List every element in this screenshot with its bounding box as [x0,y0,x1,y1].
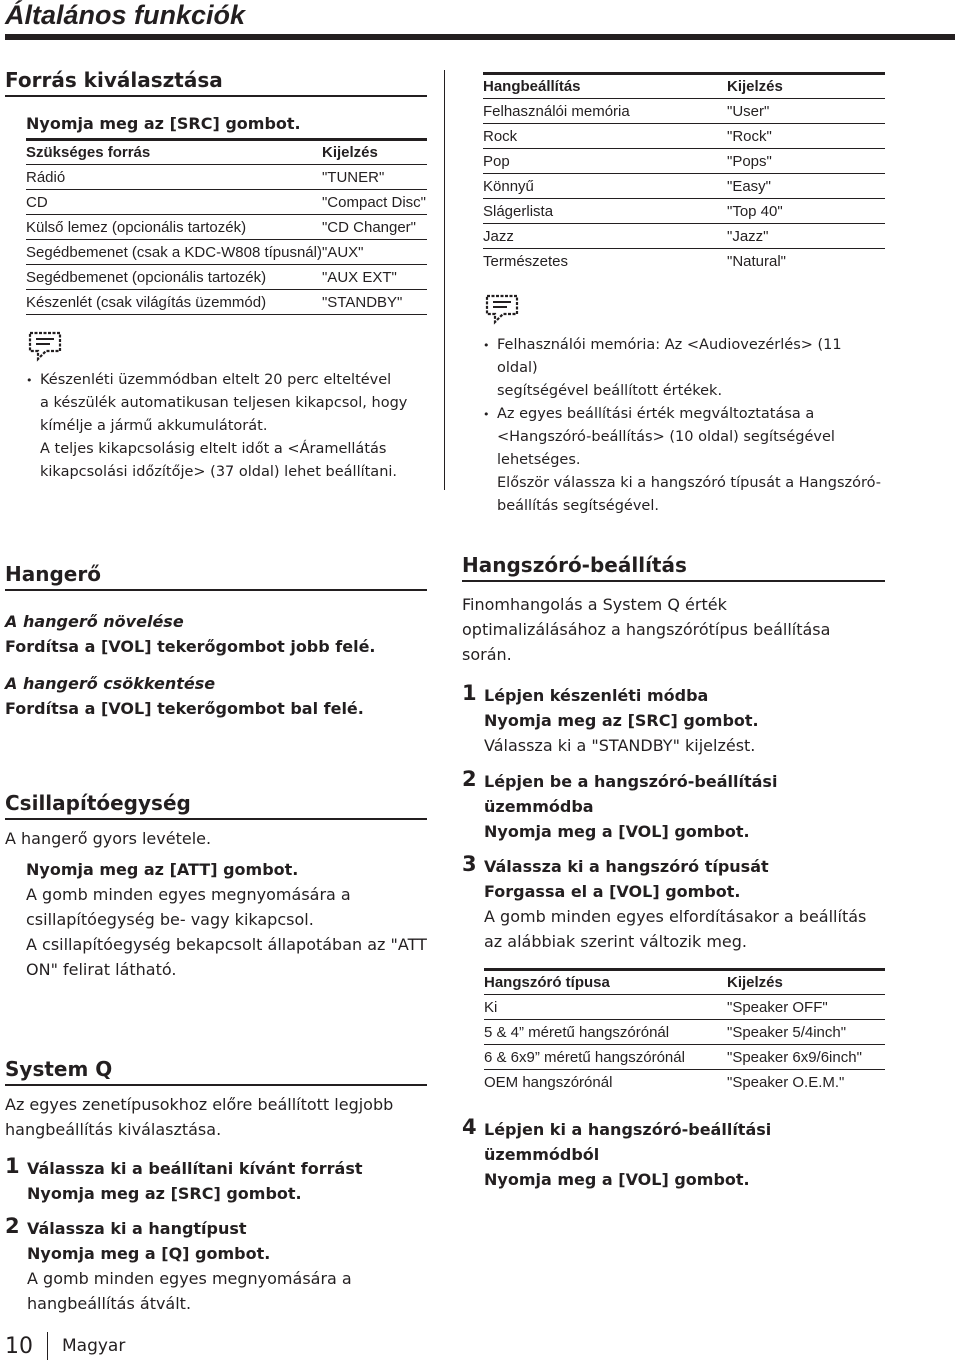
source-note [5,369,427,484]
attenuator-desc: ON" felirat látható. [26,960,177,979]
table-cell: Segédbemenet (csak a KDC-W808 típusnál) [26,240,322,265]
note-line: <Hangszóró-beállítás> (10 oldal) segítségével [497,428,835,445]
table-row [484,995,885,1020]
table-header-row [26,140,427,165]
volume-down-text: Fordítsa a [VOL] tekerőgombot bal felé. [5,699,364,718]
step-desc: A gomb minden egyes elfordításakor a beállítás [484,907,867,926]
table-header-row [483,74,885,99]
table-row [483,249,885,274]
table-row [483,199,885,224]
note-line: a készülék automatikusan teljesen kikapcsol, hogy [40,395,408,411]
table-cell: "AUX EXT" [322,265,427,290]
note-line: kikapcsolási időzítője> (37 oldal) lehet beállítani. [40,464,398,480]
sound-notes [483,334,885,518]
systemq-step-1 [5,1156,427,1206]
footer-language: Magyar [62,1336,126,1356]
step-desc: az alábbiak szerint változik meg. [484,932,748,951]
note-line: lehetséges. [497,451,581,468]
note-icon [483,292,521,326]
table-cell: "Natural" [727,252,787,270]
table-row [483,224,885,249]
speaker-heading: Hangszóró-beállítás [462,553,885,582]
step-title: Lépjen ki a hangszóró-beállítási [484,1119,772,1139]
note-line: kímélje a jármű akkumulátorát. [40,418,268,434]
step-title: Válassza ki a hangszóró típusát [484,857,769,876]
step-instruction: Nyomja meg a [Q] gombot. [27,1244,271,1263]
speaker-step-1 [462,683,885,758]
table-row [26,165,427,190]
table-cell: "Top 40" [727,199,885,224]
table-cell: "Speaker 5/4inch" [727,1020,885,1045]
speaker-intro: során. [462,645,512,664]
note-line: • Készenléti üzemmódban eltelt 20 perc elteltével [26,369,427,392]
step-desc: A gomb minden egyes megnyomására a [27,1269,352,1288]
table-cell: Könnyű [483,174,727,199]
table-cell: "TUNER" [322,165,427,190]
table-header: Szükséges forrás [26,140,322,165]
attenuator-desc: A gomb minden egyes megnyomására a [26,885,351,904]
attenuator-desc: A csillapítóegység bekapcsolt állapotában az "ATT [26,935,427,954]
step-title: üzemmódba [484,797,594,816]
page-footer [5,1330,125,1362]
table-cell: "User" [727,99,885,124]
table-cell: Slágerlista [483,199,727,224]
table-header: Kijelzés [727,74,885,99]
table-cell: 6 & 6x9” méretű hangszórónál [484,1045,727,1070]
attenuator-heading: Csillapítóegység [5,791,427,820]
table-cell: "CD Changer" [322,215,427,240]
table-row [483,149,885,174]
step-number: 2 [5,1214,20,1238]
table-row [26,265,427,290]
step-number: 4 [462,1114,477,1139]
systemq-intro: Az egyes zenetípusokhoz előre beállított legjobb [5,1095,394,1114]
table-row [483,174,885,199]
table-header: Hangszóró típusa [484,970,727,995]
table-row [26,240,427,265]
step-number: 3 [462,852,477,876]
table-cell: "Speaker 6x9/6inch" [727,1045,885,1070]
table-header-row [484,970,885,995]
table-cell: "Pops" [727,149,885,174]
table-row [26,190,427,215]
step-instruction: Forgassa el a [VOL] gombot. [484,882,741,901]
source-heading: Forrás kiválasztása [5,68,427,97]
attenuator-section [5,791,427,982]
table-cell: Külső lemez (opcionális tartozék) [26,215,322,240]
table-header: Kijelzés [727,970,885,995]
note-icon [26,329,64,363]
table-cell: "Rock" [727,124,885,149]
step-title: Válassza ki a beállítani kívánt forrást [27,1159,363,1178]
note-line: Először válassza ki a hangszóró típusát a Hangszóró- [497,474,881,491]
table-row [483,124,885,149]
step-instruction: Nyomja meg az [SRC] gombot. [27,1184,302,1203]
table-cell: "AUX" [322,240,427,265]
column-divider [444,70,445,490]
note-line: • Az egyes beállítási érték megváltoztatása a [483,403,885,426]
table-cell: Természetes [483,252,569,270]
table-cell: Készenlét (csak világítás üzemmód) [26,290,322,315]
speaker-intro: optimalizálásához a hangszórótípus beállítása [462,620,831,639]
table-cell: 5 & 4” méretű hangszórónál [484,1020,727,1045]
table-header: Hangbeállítás [483,74,727,99]
table-cell: "Speaker OFF" [727,995,885,1020]
note-line: A teljes kikapcsolásig eltelt időt a <Áramellátás [40,441,387,457]
step-number: 2 [462,767,477,791]
table-row [484,1045,885,1070]
table-cell: Rádió [26,165,322,190]
speaker-table [484,968,885,1095]
volume-up-text: Fordítsa a [VOL] tekerőgombot jobb felé. [5,637,376,656]
sound-section [483,72,885,518]
step-instruction: Nyomja meg a [VOL] gombot. [484,822,750,841]
table-cell: OEM hangszórónál [484,1073,613,1091]
table-row [484,1070,885,1095]
systemq-heading: System Q [5,1057,427,1086]
page-number: 10 [5,1333,33,1359]
note-line: beállítás segítségével. [497,497,659,514]
table-row [26,290,427,315]
table-cell: Segédbemenet (opcionális tartozék) [26,265,322,290]
note-line: • Felhasználói memória: Az <Audiovezérlés> (11 oldal) [483,334,885,380]
source-instruction: Nyomja meg az [SRC] gombot. [26,114,301,133]
volume-up-title: A hangerő növelése [5,612,184,631]
table-cell: "STANDBY" [322,290,427,315]
volume-down-title: A hangerő csökkentése [5,674,216,693]
volume-heading: Hangerő [5,562,427,591]
table-header: Kijelzés [322,140,427,165]
attenuator-desc: csillapítóegység be- vagy kikapcsol. [26,910,314,929]
table-cell: Pop [483,149,727,174]
table-cell: Felhasználói memória [483,99,727,124]
systemq-intro: hangbeállítás kiválasztása. [5,1120,222,1139]
step-number: 1 [5,1154,20,1178]
speaker-step-2 [462,769,885,844]
step-title: Lépjen be a hangszóró-beállítási [484,772,778,791]
table-cell: Jazz [483,224,727,249]
step-title: Válassza ki a hangtípust [27,1219,247,1238]
step-title: Lépjen készenléti módba [484,686,709,705]
table-cell: CD [26,190,322,215]
speaker-intro: Finomhangolás a System Q érték [462,595,727,614]
volume-section [5,562,427,721]
speaker-step-3 [462,854,885,1095]
step-desc: hangbeállítás átvált. [27,1294,192,1313]
table-cell: "Compact Disc" [322,190,427,215]
step-instruction: Nyomja meg az [SRC] gombot. [484,711,759,730]
systemq-step-2 [5,1216,427,1316]
page-title: Általános funkciók [5,0,955,40]
table-cell: "Speaker O.E.M." [727,1073,845,1091]
table-cell: Rock [483,124,727,149]
speaker-section [462,553,885,1192]
speaker-step-4 [462,1114,885,1192]
table-row [26,215,427,240]
source-section [5,68,427,484]
footer-divider [47,1332,48,1360]
step-instruction: Nyomja meg a [VOL] gombot. [484,1169,750,1189]
sound-table [483,72,885,274]
table-cell: "Easy" [727,174,885,199]
source-table [26,138,427,315]
step-number: 1 [462,681,477,705]
step-title: üzemmódból [484,1144,600,1164]
table-row [484,1020,885,1045]
table-cell: Ki [484,995,727,1020]
attenuator-intro: A hangerő gyors levétele. [5,829,212,848]
table-row [483,99,885,124]
attenuator-instruction: Nyomja meg az [ATT] gombot. [26,860,299,879]
step-desc: Válassza ki a "STANDBY" kijelzést. [484,736,756,755]
table-cell: "Jazz" [727,224,885,249]
systemq-section [5,1057,427,1316]
note-line: segítségével beállított értékek. [497,382,723,399]
